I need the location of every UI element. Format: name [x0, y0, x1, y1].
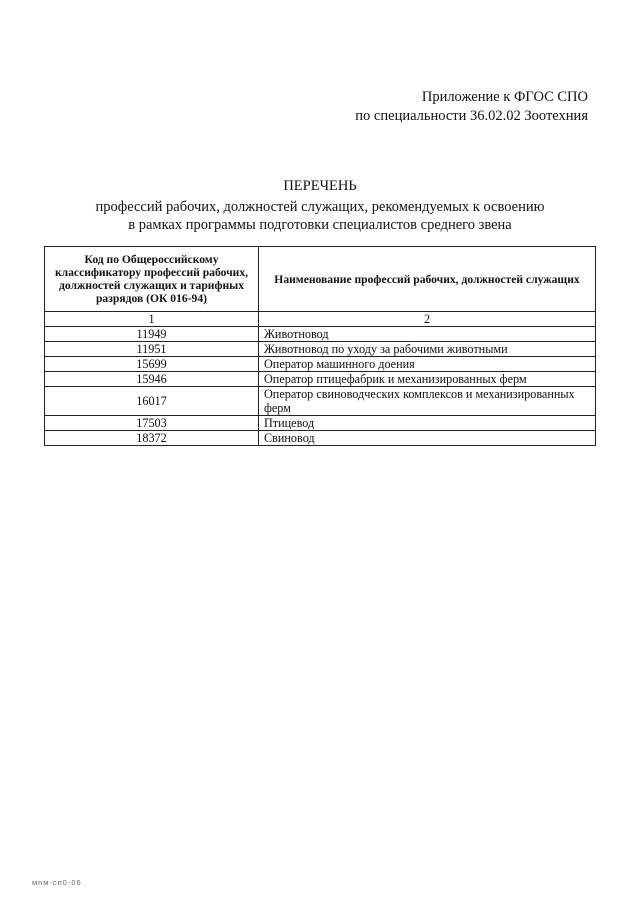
row-code: 11951 [45, 342, 259, 357]
professions-table [44, 246, 596, 446]
document-title [0, 177, 640, 235]
appendix-header [355, 88, 588, 126]
row-code: 17503 [45, 416, 259, 431]
appendix-line-2: по специальности 36.02.02 Зоотехния [355, 108, 588, 124]
column-number-1: 1 [45, 312, 259, 327]
row-code: 15699 [45, 357, 259, 372]
row-code: 11949 [45, 327, 259, 342]
row-code: 16017 [45, 387, 259, 416]
table-row [45, 387, 596, 416]
row-name: Оператор машинного доения [259, 357, 596, 372]
table-row [45, 431, 596, 446]
title-line-2: в рамках программы подготовки специалистов среднего звена [128, 217, 512, 233]
table-header-row [45, 247, 596, 312]
appendix-line-1: Приложение к ФГОС СПО [421, 89, 588, 105]
table-row [45, 342, 596, 357]
column-number-row [45, 312, 596, 327]
header-name-column: Наименование профессий рабочих, должностей служащих [259, 247, 596, 312]
table-row [45, 357, 596, 372]
row-name: Птицевод [259, 416, 596, 431]
table-row [45, 372, 596, 387]
table-row [45, 327, 596, 342]
row-name: Животновод по уходу за рабочими животными [259, 342, 596, 357]
row-name: Оператор птицефабрик и механизированных ферм [259, 372, 596, 387]
row-name: Животновод [259, 327, 596, 342]
row-code: 15946 [45, 372, 259, 387]
footer-mark: мпм-сп0-06 [32, 878, 82, 887]
header-code-column: Код по Общероссийскому классификатору профессий рабочих, должностей служащих и тарифных разрядов (ОК 016-94) [45, 247, 259, 312]
title-line-1: профессий рабочих, должностей служащих, рекомендуемых к освоению [95, 198, 545, 215]
row-code: 18372 [45, 431, 259, 446]
column-number-2: 2 [259, 312, 596, 327]
row-name: Оператор свиноводческих комплексов и механизированных ферм [259, 387, 596, 416]
table-row [45, 416, 596, 431]
title-main: ПЕРЕЧЕНЬ [283, 178, 357, 194]
row-name: Свиновод [259, 431, 596, 446]
